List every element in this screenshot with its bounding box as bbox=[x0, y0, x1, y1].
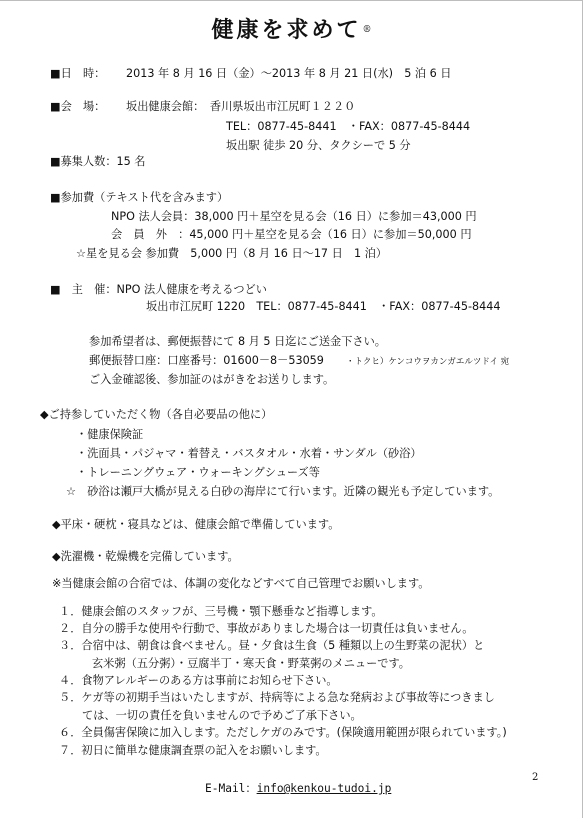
schedule-label: ■日 時： bbox=[50, 67, 106, 80]
venue-label: ■会 場： bbox=[50, 100, 106, 113]
rule-item: ５．ケガ等の初期手当はいたしますが、持病等による急な発病および事故等につきまし bbox=[59, 691, 495, 704]
page-title bbox=[0, 16, 583, 44]
venue-name: 坂出健康会館： 香川県坂出市江尻町１２２０ bbox=[126, 100, 356, 113]
venue-access: 坂出駅 徒歩 20 分、タクシーで 5 分 bbox=[226, 139, 411, 152]
laundry-note: ◆洗濯機・乾燥機を完備しています。 bbox=[52, 550, 239, 563]
rule-item-continued: 玄米粥（五分粥）・豆腐半丁・寒天食・野菜粥のメニューです。 bbox=[92, 657, 410, 670]
rule-item: １．健康会館のスタッフが、三号機・顎下懸垂など指導します。 bbox=[59, 605, 383, 618]
fee-heading: ■参加費（テキスト代を含みます） bbox=[50, 191, 229, 204]
fee-star: ☆星を見る会 参加費 5,000 円（8 月 16 日～17 日 1 泊） bbox=[76, 247, 388, 260]
email-label: E-Mail： bbox=[205, 782, 257, 795]
rule-item: ４．食物アレルギーのある方は事前にお知らせ下さい。 bbox=[59, 674, 338, 687]
bedding-note: ◆平床・硬枕・寝具などは、健康会館で準備しています。 bbox=[52, 518, 340, 531]
schedule-value: 2013 年 8 月 16 日（金）～2013 年 8 月 21 日(水) 5 泊 6 日 bbox=[126, 67, 452, 80]
organizer-address: 坂出市江尻町 1220 TEL：0877-45-8441 ・FAX：0877-45-8444 bbox=[146, 300, 501, 313]
email-link[interactable]: info@kenkou-tudoi.jp bbox=[256, 782, 392, 795]
rule-item: ２．自分の勝手な使用や行動で、事故がありました場合は一切責任は負いません。 bbox=[59, 622, 474, 635]
email-line bbox=[205, 782, 391, 796]
venue-phone: TEL：0877-45-8441 ・FAX：0877-45-8444 bbox=[226, 120, 471, 133]
rule-item: ７．初日に簡単な健康調査票の記入をお願いします。 bbox=[59, 744, 327, 757]
capacity: ■募集人数：15 名 bbox=[50, 155, 146, 168]
application-account: 郵便振替口座：口座番号：01600－8－53059 bbox=[89, 354, 324, 367]
registered-mark: ® bbox=[362, 25, 372, 35]
items-list-item: ・トレーニングウェア・ウォーキングシューズ等 bbox=[76, 466, 320, 479]
organizer-line: ■ 主 催：NPO 法人健康を考えるつどい bbox=[50, 283, 267, 296]
items-heading: ◆ご持参していただく物（各自必要品の他に） bbox=[40, 408, 273, 421]
title-text: 健康を求めて bbox=[211, 17, 362, 43]
self-care-note: ※当健康会館の合宿では、体調の変化などすべて自己管理でお願いします。 bbox=[52, 577, 430, 590]
page-number: 2 bbox=[532, 772, 539, 783]
rule-item: ６．全員傷害保険に加入します。ただしケガのみです。(保険適用範囲が限られています。) bbox=[59, 726, 507, 739]
application-payee: ・トクヒ）ケンコウヲカンガエルツドイ 宛 bbox=[346, 357, 510, 367]
rule-item-continued: ては、一切の責任を負いませんので予めご了承下さい。 bbox=[82, 709, 362, 722]
items-list-item: ・洗面具・パジャマ・着替え・バスタオル・水着・サンダル（砂浴） bbox=[76, 447, 422, 460]
application-line3: ご入金確認後、参加証のはがきをお送りします。 bbox=[89, 373, 335, 386]
rule-item: ３．合宿中は、朝食は食べません。昼・夕食は生食（5 種類以上の生野菜の泥状）と bbox=[59, 639, 485, 652]
fee-nonmember: 会 員 外 ：45,000 円＋星空を見る会（16 日）に参加＝50,000 円 bbox=[111, 228, 472, 241]
items-note: ☆ 砂浴は瀬戸大橋が見える白砂の海岸にて行います。近隣の観光も予定しています。 bbox=[66, 485, 500, 498]
fee-member: NPO 法人会員：38,000 円＋星空を見る会（16 日）に参加＝43,000 円 bbox=[111, 210, 477, 223]
items-list-item: ・健康保険証 bbox=[76, 428, 144, 441]
application-line1: 参加希望者は、郵便振替にて 8 月 5 日迄にご送金下さい。 bbox=[89, 335, 386, 348]
